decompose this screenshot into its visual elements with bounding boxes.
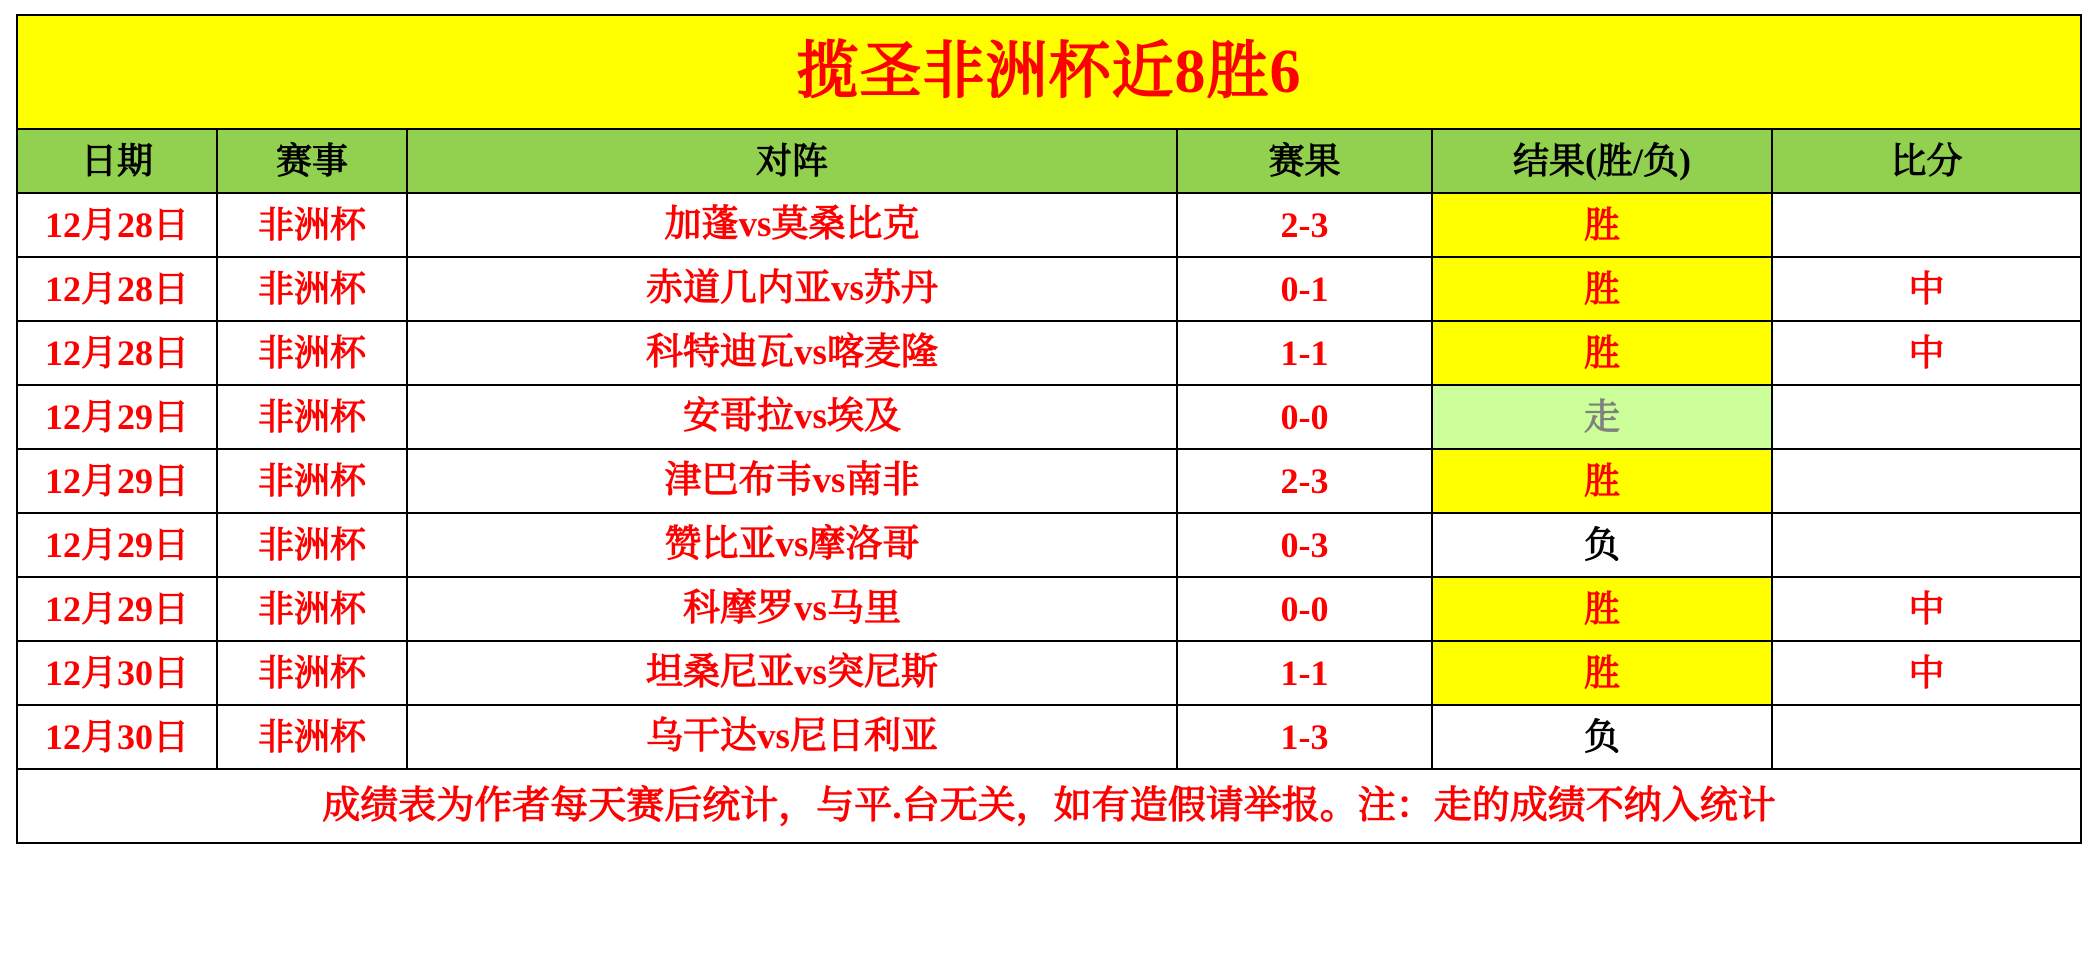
cell-match: 安哥拉vs埃及 [407, 385, 1177, 449]
footer-row [17, 769, 2081, 843]
cell-result: 负 [1432, 705, 1772, 769]
cell-score: 2-3 [1177, 449, 1432, 513]
cell-date: 12月29日 [17, 577, 217, 641]
header-row [17, 129, 2081, 193]
cell-fen [1772, 385, 2081, 449]
column-header-result: 结果(胜/负) [1432, 129, 1772, 193]
table-row [17, 385, 2081, 449]
table-row [17, 577, 2081, 641]
cell-league: 非洲杯 [217, 705, 407, 769]
cell-league: 非洲杯 [217, 641, 407, 705]
cell-result: 胜 [1432, 193, 1772, 257]
cell-fen [1772, 513, 2081, 577]
cell-date: 12月29日 [17, 449, 217, 513]
cell-league: 非洲杯 [217, 449, 407, 513]
cell-score: 0-1 [1177, 257, 1432, 321]
column-header-date: 日期 [17, 129, 217, 193]
table-row [17, 193, 2081, 257]
results-table [16, 14, 2082, 844]
cell-result: 胜 [1432, 641, 1772, 705]
table-row [17, 705, 2081, 769]
cell-league: 非洲杯 [217, 513, 407, 577]
cell-date: 12月29日 [17, 385, 217, 449]
cell-date: 12月28日 [17, 257, 217, 321]
cell-fen: 中 [1772, 641, 2081, 705]
cell-result: 负 [1432, 513, 1772, 577]
cell-league: 非洲杯 [217, 385, 407, 449]
table-row [17, 321, 2081, 385]
cell-score: 1-1 [1177, 321, 1432, 385]
column-header-score: 赛果 [1177, 129, 1432, 193]
cell-match: 科摩罗vs马里 [407, 577, 1177, 641]
cell-fen: 中 [1772, 321, 2081, 385]
page-title: 揽圣非洲杯近8胜6 [17, 15, 2081, 129]
table-row [17, 513, 2081, 577]
table-row [17, 641, 2081, 705]
cell-date: 12月29日 [17, 513, 217, 577]
cell-result: 胜 [1432, 577, 1772, 641]
cell-result: 胜 [1432, 449, 1772, 513]
cell-date: 12月30日 [17, 705, 217, 769]
cell-result: 走 [1432, 385, 1772, 449]
cell-match: 科特迪瓦vs喀麦隆 [407, 321, 1177, 385]
cell-league: 非洲杯 [217, 193, 407, 257]
cell-score: 2-3 [1177, 193, 1432, 257]
cell-league: 非洲杯 [217, 321, 407, 385]
cell-match: 乌干达vs尼日利亚 [407, 705, 1177, 769]
cell-date: 12月30日 [17, 641, 217, 705]
cell-fen [1772, 449, 2081, 513]
cell-match: 加蓬vs莫桑比克 [407, 193, 1177, 257]
column-header-match: 对阵 [407, 129, 1177, 193]
cell-match: 坦桑尼亚vs突尼斯 [407, 641, 1177, 705]
cell-match: 赤道几内亚vs苏丹 [407, 257, 1177, 321]
column-header-fen: 比分 [1772, 129, 2081, 193]
cell-date: 12月28日 [17, 193, 217, 257]
footer-note: 成绩表为作者每天赛后统计，与平.台无关，如有造假请举报。注：走的成绩不纳入统计 [17, 769, 2081, 843]
cell-fen: 中 [1772, 257, 2081, 321]
cell-result: 胜 [1432, 257, 1772, 321]
table-row [17, 257, 2081, 321]
cell-score: 1-3 [1177, 705, 1432, 769]
column-header-league: 赛事 [217, 129, 407, 193]
title-row [17, 15, 2081, 129]
cell-fen: 中 [1772, 577, 2081, 641]
cell-score: 0-0 [1177, 385, 1432, 449]
cell-fen [1772, 705, 2081, 769]
table-row [17, 449, 2081, 513]
cell-score: 1-1 [1177, 641, 1432, 705]
cell-match: 津巴布韦vs南非 [407, 449, 1177, 513]
cell-league: 非洲杯 [217, 577, 407, 641]
cell-league: 非洲杯 [217, 257, 407, 321]
cell-fen [1772, 193, 2081, 257]
cell-match: 赞比亚vs摩洛哥 [407, 513, 1177, 577]
cell-score: 0-3 [1177, 513, 1432, 577]
cell-date: 12月28日 [17, 321, 217, 385]
cell-result: 胜 [1432, 321, 1772, 385]
cell-score: 0-0 [1177, 577, 1432, 641]
